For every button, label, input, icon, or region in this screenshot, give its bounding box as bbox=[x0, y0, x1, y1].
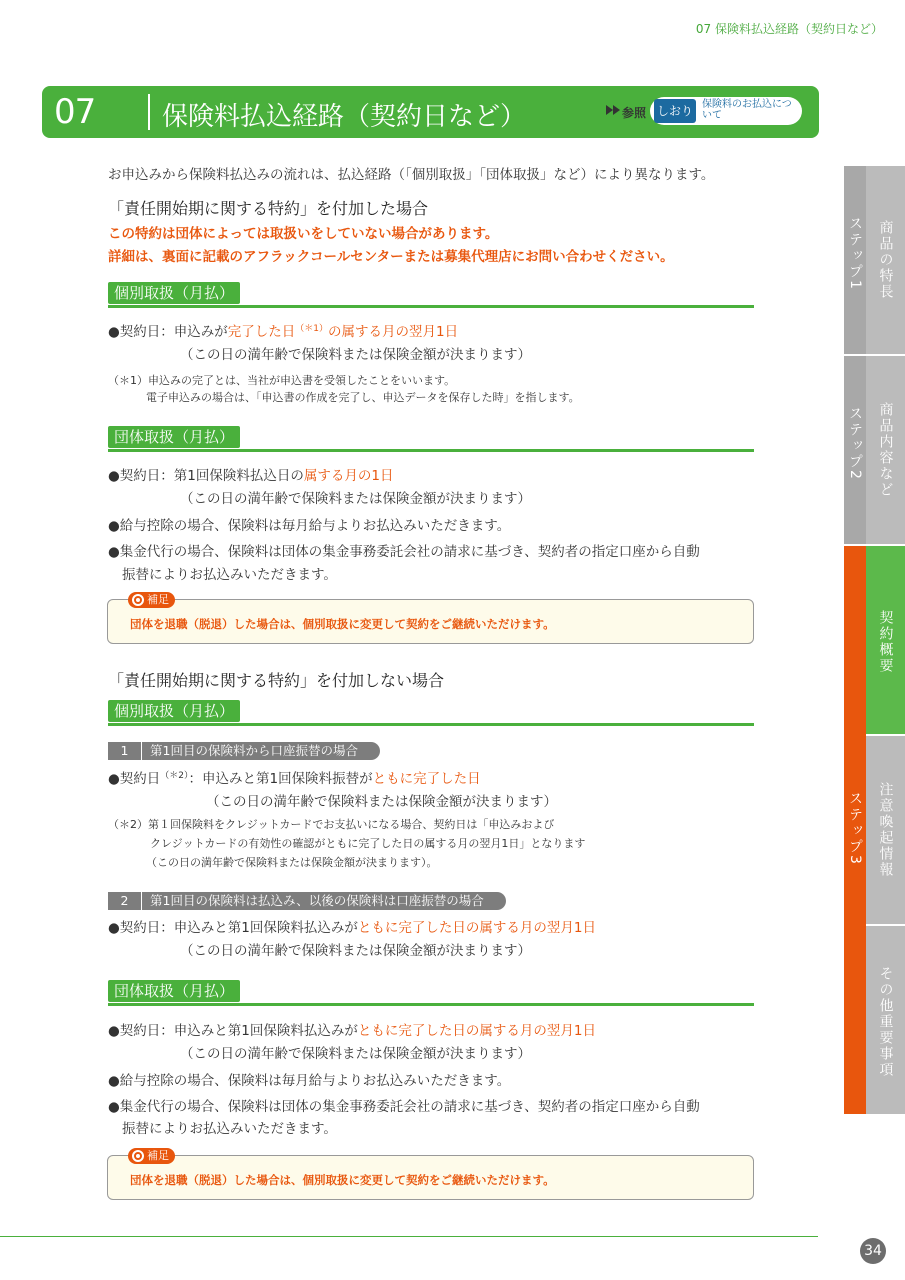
collection-bullet: ●集金代行の場合、保険料は団体の集金事務委託会社の請求に基づき、契約者の指定口座から自動 bbox=[108, 1099, 700, 1115]
reference-tab-shiori[interactable]: しおり bbox=[654, 99, 696, 123]
double-arrow-icon bbox=[606, 105, 620, 115]
subhead-label: 団体取扱（月払） bbox=[108, 980, 240, 1002]
supplement-tag-label: 補足 bbox=[147, 593, 169, 606]
step1-label: ステップ1 bbox=[847, 216, 863, 291]
running-head: 07 保険料払込経路（契約日など） bbox=[695, 22, 883, 36]
side-tab-step3[interactable] bbox=[844, 546, 866, 1114]
subhead-label: 個別取扱（月払） bbox=[108, 700, 240, 722]
side-tab-other[interactable] bbox=[866, 926, 905, 1114]
bottom-rule bbox=[0, 1236, 818, 1237]
contract-note: （この日の満年齢で保険料または保険金額が決まります） bbox=[180, 347, 531, 363]
contract-note: （この日の満年齢で保険料または保険金額が決まります） bbox=[180, 1046, 531, 1062]
contract-note: （この日の満年齢で保険料または保険金額が決まります） bbox=[206, 794, 557, 810]
warning-line-1: この特約は団体によっては取扱いをしていない場合があります。 bbox=[108, 226, 499, 242]
contract-prefix: ●契約日：申込みと第1回保険料払込みが bbox=[108, 920, 358, 936]
case-number: 1 bbox=[108, 742, 142, 760]
footnote-mark: （＊1） bbox=[295, 324, 329, 334]
step2-label: ステップ2 bbox=[847, 406, 863, 481]
lifebuoy-icon bbox=[132, 1150, 144, 1162]
payroll-bullet: ●給与控除の場合、保険料は毎月給与よりお払込みいただきます。 bbox=[108, 518, 511, 534]
footnote-2-cont: クレジットカードの有効性の確認がともに完了した日の属する月の翌月1日」となります bbox=[150, 837, 586, 850]
footnote-2-cont: （この日の満年齢で保険料または保険金額が決まります）。 bbox=[146, 856, 438, 869]
subhead-rule bbox=[108, 305, 754, 308]
contract-prefix: ●契約日：申込みと第1回保険料払込みが bbox=[108, 1023, 358, 1039]
warning-line-2: 詳細は、裏面に記載のアフラックコールセンターまたは募集代理店にお問い合わせください。 bbox=[108, 249, 674, 265]
subhead-rule bbox=[108, 723, 754, 726]
features-label: 商品の特長 bbox=[877, 220, 894, 300]
contract-date-line bbox=[108, 320, 458, 340]
heading-with-rider: 「責任開始期に関する特約」を付加した場合 bbox=[108, 199, 429, 218]
payroll-bullet: ●給与控除の場合、保険料は毎月給与よりお払込みいただきます。 bbox=[108, 1073, 511, 1089]
overview-label: 契約概要 bbox=[877, 610, 894, 674]
other-label: その他重要事項 bbox=[877, 966, 894, 1078]
section-title-bar bbox=[42, 86, 819, 138]
contract-date-line bbox=[108, 916, 596, 936]
collection-bullet-cont: 振替によりお払込みいただきます。 bbox=[122, 567, 337, 583]
contract-highlight: ともに完了した日 bbox=[372, 771, 481, 787]
supplement-tag bbox=[128, 592, 175, 608]
subhead-rule bbox=[108, 1003, 754, 1006]
contract-date-line bbox=[108, 767, 481, 787]
contract-prefix: ●契約日：第1回保険料払込日の bbox=[108, 468, 304, 484]
contract-highlight: 完了した日 bbox=[227, 324, 296, 340]
step3-label: ステップ3 bbox=[847, 791, 863, 866]
footnote-mark: （＊2） bbox=[160, 771, 189, 781]
case-text: 第1回目の保険料は払込み、以後の保険料は口座振替の場合 bbox=[150, 893, 484, 908]
subhead-individual-1 bbox=[108, 282, 754, 308]
subhead-group-1 bbox=[108, 426, 754, 452]
side-tab-contents[interactable] bbox=[866, 356, 905, 544]
subhead-group-2 bbox=[108, 980, 754, 1006]
supplement-tag bbox=[128, 1148, 175, 1164]
supplement-box bbox=[107, 1149, 754, 1200]
section-title: 保険料払込経路（契約日など） bbox=[162, 102, 527, 132]
collection-bullet-cont: 振替によりお払込みいただきます。 bbox=[122, 1121, 337, 1137]
case-number: 2 bbox=[108, 892, 142, 910]
contract-note: （この日の満年齢で保険料または保険金額が決まります） bbox=[180, 943, 531, 959]
supplement-text: 団体を退職（脱退）した場合は、個別取扱に変更して契約をご継続いただけます。 bbox=[130, 617, 555, 631]
contract-prefix: ●契約日 bbox=[108, 771, 161, 787]
heading-without-rider: 「責任開始期に関する特約」を付加しない場合 bbox=[108, 671, 445, 690]
contract-date-line bbox=[108, 464, 393, 484]
title-divider bbox=[148, 94, 150, 130]
contract-highlight: の属する月の翌月1日 bbox=[328, 324, 459, 340]
contract-highlight: ともに完了した日の属する月の翌月1日 bbox=[357, 1023, 596, 1039]
reference-label: 参照 bbox=[622, 106, 647, 120]
section-number: 07 bbox=[54, 92, 96, 132]
footnote-1: （＊1）申込みの完了とは、当社が申込書を受領したことをいいます。 bbox=[108, 374, 456, 387]
supplement-box bbox=[107, 593, 754, 644]
supplement-tag-label: 補足 bbox=[147, 1149, 169, 1162]
lifebuoy-icon bbox=[132, 594, 144, 606]
side-tab-alert[interactable] bbox=[866, 736, 905, 924]
side-tab-features[interactable] bbox=[866, 166, 905, 354]
side-tab-step2[interactable] bbox=[844, 356, 866, 544]
case-text: 第1回目の保険料から口座振替の場合 bbox=[150, 743, 358, 758]
contract-mid: ：申込みと第1回保険料振替が bbox=[188, 771, 373, 787]
alert-label: 注意喚起情報 bbox=[877, 782, 894, 878]
contents-label: 商品内容など bbox=[877, 402, 894, 498]
contract-highlight: 属する月の1日 bbox=[303, 468, 394, 484]
collection-bullet: ●集金代行の場合、保険料は団体の集金事務委託会社の請求に基づき、契約者の指定口座から自動 bbox=[108, 544, 700, 560]
subhead-label: 団体取扱（月払） bbox=[108, 426, 240, 448]
contract-note: （この日の満年齢で保険料または保険金額が決まります） bbox=[180, 491, 531, 507]
side-tab-overview[interactable] bbox=[866, 546, 905, 734]
supplement-text: 団体を退職（脱退）した場合は、個別取扱に変更して契約をご継続いただけます。 bbox=[130, 1173, 555, 1187]
case-2-bar bbox=[108, 892, 506, 910]
page-number: 34 bbox=[860, 1238, 886, 1264]
contract-prefix: ●契約日：申込みが bbox=[108, 324, 228, 340]
side-tab-step1[interactable] bbox=[844, 166, 866, 354]
footnote-1-cont: 電子申込みの場合は、「申込書の作成を完了し、申込データを保存した時」を指します。 bbox=[146, 391, 580, 404]
subhead-individual-2 bbox=[108, 700, 754, 726]
subhead-label: 個別取扱（月払） bbox=[108, 282, 240, 304]
intro-text: お申込みから保険料払込みの流れは、払込経路（「個別取扱」「団体取扱」など）により異なります。 bbox=[108, 167, 715, 183]
contract-highlight: ともに完了した日の属する月の翌月1日 bbox=[357, 920, 596, 936]
case-1-bar bbox=[108, 742, 380, 760]
contract-date-line bbox=[108, 1019, 596, 1039]
footnote-2: （＊2）第１回保険料をクレジットカードでお支払いになる場合、契約日は「申込みおよび bbox=[108, 818, 555, 831]
reference-link[interactable]: 保険料のお払込について bbox=[702, 99, 792, 121]
subhead-rule bbox=[108, 449, 754, 452]
